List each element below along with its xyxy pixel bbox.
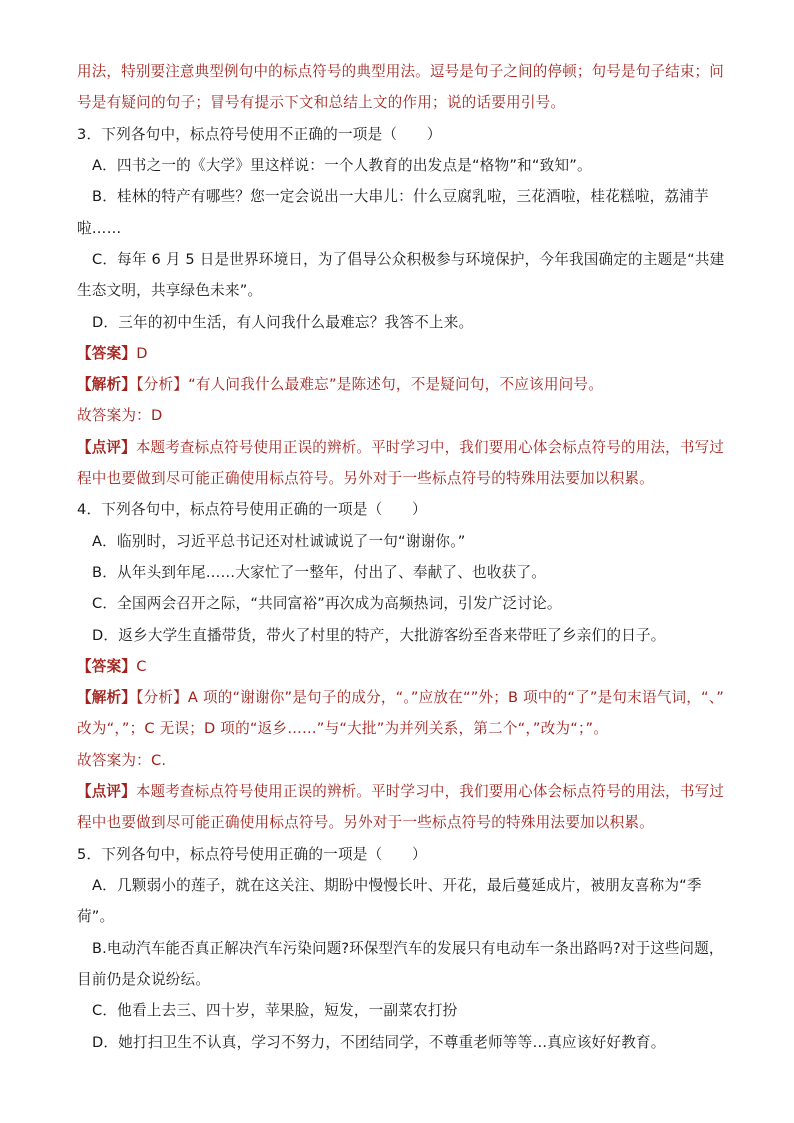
q3-option-d: D．三年的初中生活，有人问我什么最难忘？我答不上来。 xyxy=(92,314,474,331)
q3-final-answer: 故答案为：D xyxy=(77,407,163,424)
analysis-tag: 【解析】 xyxy=(77,689,137,706)
q3-option-c-line-2: 生态文明，共享绿色未来”。 xyxy=(77,282,263,299)
q3-answer xyxy=(77,344,148,364)
comment-text: 本题考查标点符号使用正误的辨析。平时学习中，我们要用心体会标点符号的用法，书写过 xyxy=(135,783,724,800)
analysis-text: 【分析】“有人问我什么最难忘”是陈述句，不是疑问句，不应该用问号。 xyxy=(136,376,604,393)
answer-tag: 【答案】 xyxy=(77,345,137,362)
q5-stem: 5．下列各句中，标点符号使用正确的一项是（ ） xyxy=(77,846,427,863)
q4-answer xyxy=(77,657,147,677)
q3-option-b-line-2: 啦…… xyxy=(77,220,122,237)
q4-analysis-line-1 xyxy=(77,688,724,708)
answer-value: C xyxy=(136,658,147,675)
answer-value: D xyxy=(136,345,148,362)
comment-tag: 【点评】 xyxy=(77,439,136,456)
q4-option-a: A．临别时，习近平总书记还对杜诚诚说了一句“谢谢你。” xyxy=(92,533,466,550)
q4-option-c: C．全国两会召开之际，“共同富裕”再次成为高频热词，引发广泛讨论。 xyxy=(92,595,562,612)
q4-analysis-line-2: 改为“，”；C 无误；D 项的“返乡……”与“大批”为并列关系，第二个“，”改为“；”。 xyxy=(77,720,609,737)
q4-comment-line-1 xyxy=(77,782,724,802)
q3-option-a: A．四书之一的《大学》里这样说：一个人教育的出发点是“格物”和“致知”。 xyxy=(92,157,592,174)
q3-option-b-line-1: B．桂林的特产有哪些？您一定会说出一大串儿：什么豆腐乳啦，三花酒啦，桂花糕啦，荔浦芋 xyxy=(92,188,709,205)
q3-stem: 3．下列各句中，标点符号使用不正确的一项是（ ） xyxy=(77,126,442,143)
q5-option-b-line-2: 目前仍是众说纷纭。 xyxy=(77,971,211,988)
q3-option-c-line-1: C．每年 6 月 5 日是世界环境日，为了倡导公众积极参与环境保护，今年我国确定的主题是“共建 xyxy=(92,251,725,268)
q4-option-d: D．返乡大学生直播带货，带火了村里的特产，大批游客纷至沓来带旺了乡亲们的日子。 xyxy=(92,627,666,644)
q5-option-a-line-2: 荷”。 xyxy=(77,908,115,925)
intro-line-1: 用法，特别要注意典型例句中的标点符号的典型用法。逗号是句子之间的停顿；句号是句子结束；问 xyxy=(77,63,724,80)
q4-final-answer: 故答案为：C. xyxy=(77,752,167,769)
intro-line-2: 号是有疑问的句子；冒号有提示下文和总结上文的作用；说的话要用引号。 xyxy=(77,94,566,111)
q5-option-d: D．她打扫卫生不认真，学习不努力，不团结同学，不尊重老师等等…真应该好好教育。 xyxy=(92,1034,666,1051)
comment-tag: 【点评】 xyxy=(77,783,136,800)
q4-option-b: B．从年头到年尾……大家忙了一整年，付出了、奉献了、也收获了。 xyxy=(92,564,547,581)
comment-text: 本题考查标点符号使用正误的辨析。平时学习中，我们要用心体会标点符号的用法，书写过 xyxy=(135,439,724,456)
q3-analysis xyxy=(77,375,603,395)
q4-comment-line-2: 程中也要做到尽可能正确使用标点符号。另外对于一些标点符号的特殊用法要加以积累。 xyxy=(77,814,654,831)
q3-comment-line-1 xyxy=(77,438,724,458)
q5-option-c: C．他看上去三、四十岁，苹果脸，短发，一副菜农打扮 xyxy=(92,1002,458,1019)
q5-option-a-line-1: A．几颗弱小的莲子，就在这关注、期盼中慢慢长叶、开花，最后蔓延成片，被朋友喜称为“季 xyxy=(92,877,702,894)
q5-option-b-line-1: B.电动汽车能否真正解决汽车污染问题?环保型汽车的发展只有电动车一条出路吗?对于这些问题， xyxy=(92,940,724,957)
analysis-text: 【分析】A 项的“谢谢你”是句子的成分，“。”应放在“”外；B 项中的“了”是句末语气词，“、” xyxy=(136,689,724,706)
q4-stem: 4．下列各句中，标点符号使用正确的一项是（ ） xyxy=(77,501,427,518)
answer-tag: 【答案】 xyxy=(77,658,137,675)
analysis-tag: 【解析】 xyxy=(77,376,137,393)
q3-comment-line-2: 程中也要做到尽可能正确使用标点符号。另外对于一些标点符号的特殊用法要加以积累。 xyxy=(77,470,654,487)
